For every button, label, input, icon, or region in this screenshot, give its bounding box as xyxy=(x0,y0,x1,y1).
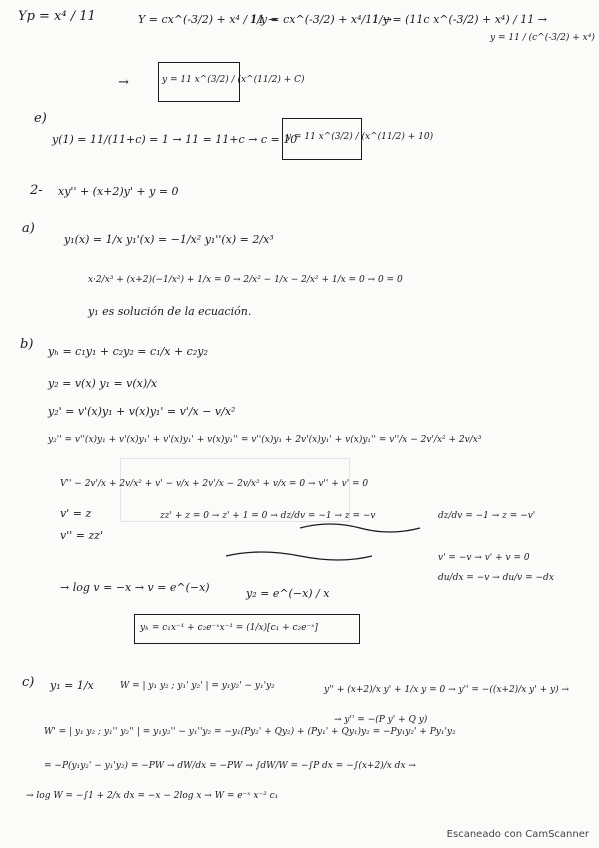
part-b-dz-dv: dz/dv = −1 → z = −v' xyxy=(438,511,536,521)
particular-solution: Yp = x⁴ / 11 xyxy=(18,9,96,24)
part-b-line-5: V'' − 2v'/x + 2v/x² + v' − v/x + 2v'/x − 2v/x² + v/x = 0 → v'' + v' = 0 xyxy=(60,479,369,489)
reciprocal-expr-combined: 1/y = (11c x^(-3/2) + x⁴) / 11 → xyxy=(372,13,548,26)
part-a-label: a) xyxy=(22,221,35,236)
part-e-boxed-text: y = 11 x^(3/2) / (x^(11/2) + 10) xyxy=(286,132,434,142)
part-a-conclusion: y₁ es solución de la ecuación. xyxy=(88,305,252,318)
y-solved-expr: y = 11 / (c^(-3/2) + x⁴) xyxy=(490,33,595,43)
part-b-boxed-text: yₕ = c₁x⁻¹ + c₂e⁻ˣx⁻¹ = (1/x)[c₁ + c₂e⁻ˣ] xyxy=(140,623,318,633)
part-b-line-2: y₂ = v(x) y₁ = v(x)/x xyxy=(48,377,158,390)
part-b-line-3: y₂' = v'(x)y₁ + v(x)y₁' = v'/x − v/x² xyxy=(48,405,236,418)
part-b-v-prime-eq: v' = −v → v' + v = 0 xyxy=(438,553,530,563)
general-solution-expr: Y = cx^(-3/2) + x⁴ / 11 → xyxy=(138,13,278,26)
part-b-log-solution: → log v = −x → v = e^(−x) xyxy=(60,581,210,594)
part-b-z-equation: zz' + z = 0 → z' + 1 = 0 → dz/dv = −1 → z = −v xyxy=(160,511,376,521)
part-b-substitution-z: v' = z xyxy=(60,507,92,520)
scribble-line xyxy=(226,552,372,560)
part-c-y1: y₁ = 1/x xyxy=(50,679,94,692)
boxed-result-text: y = 11 x^(3/2) / (x^(11/2) + C) xyxy=(162,75,305,85)
part-a-derivatives: y₁(x) = 1/x y₁'(x) = −1/x² y₁''(x) = 2/x³ xyxy=(64,233,274,246)
part-c-w-prime: W' = | y₁ y₂ ; y₁'' y₂'' | = y₁y₂'' − y₁''y₂ = −y₁(Py₂' + Qy₂) + (Py₁' + Qy₁)y₂ = −Py₁y₂' + Py₁'y₂ xyxy=(44,727,456,737)
part-a-check: x·2/x³ + (x+2)(−1/x²) + 1/x = 0 → 2/x² − 1/x − 2/x² + 1/x = 0 → 0 = 0 xyxy=(88,275,403,285)
part-b-label: b) xyxy=(20,337,34,352)
problem-2-equation: xy'' + (x+2)y' + y = 0 xyxy=(58,185,179,198)
part-e-label: e) xyxy=(34,111,47,126)
part-c-ode-2: → y'' = −(P y' + Q y) xyxy=(334,715,428,725)
arrow: → xyxy=(118,75,129,90)
part-c-ode: y'' + (x+2)/x y' + 1/x y = 0 → y'' = −((x+2)/x y' + y) → xyxy=(324,685,569,695)
part-b-line-1: yₕ = c₁y₁ + c₂y₂ = c₁/x + c₂y₂ xyxy=(48,345,208,358)
part-c-line-4: → log W = −∫1 + 2/x dx = −x − 2log x → W = e⁻ˣ x⁻² c₁ xyxy=(26,791,279,801)
part-e-line: y(1) = 11/(11+c) = 1 → 11 = 11+c → c = 10 xyxy=(52,133,298,146)
reciprocal-expr: 1/y = cx^(-3/2) + x⁴/11 → xyxy=(250,13,392,26)
part-b-y2: y₂ = e^(−x) / x xyxy=(246,587,330,600)
part-b-line-4: y₂'' = v''(x)y₁ + v'(x)y₁' + v'(x)y₁' + v(x)y₁'' = v''(x)y₁ + 2v'(x)y₁' + v(x)y₁'' = v''/x − 2v'/x² + 2v/x³ xyxy=(48,435,482,445)
part-b-substitution-zz: v'' = zz' xyxy=(60,529,104,542)
part-b-dv-dx: du/dx = −v → du/v = −dx xyxy=(438,573,554,583)
problem-2-label: 2- xyxy=(30,183,43,198)
part-c-line-3: = −P(y₁y₂' − y₁'y₂) = −PW → dW/dx = −PW → ∫dW/W = −∫P dx = −∫(x+2)/x dx → xyxy=(44,761,416,771)
part-c-wronskian: W = | y₁ y₂ ; y₁' y₂' | = y₁y₂' − y₁'y₂ xyxy=(120,681,275,691)
part-c-label: c) xyxy=(22,675,35,690)
scribble-line xyxy=(300,524,420,532)
scanner-watermark: Escaneado con CamScanner xyxy=(446,829,589,840)
